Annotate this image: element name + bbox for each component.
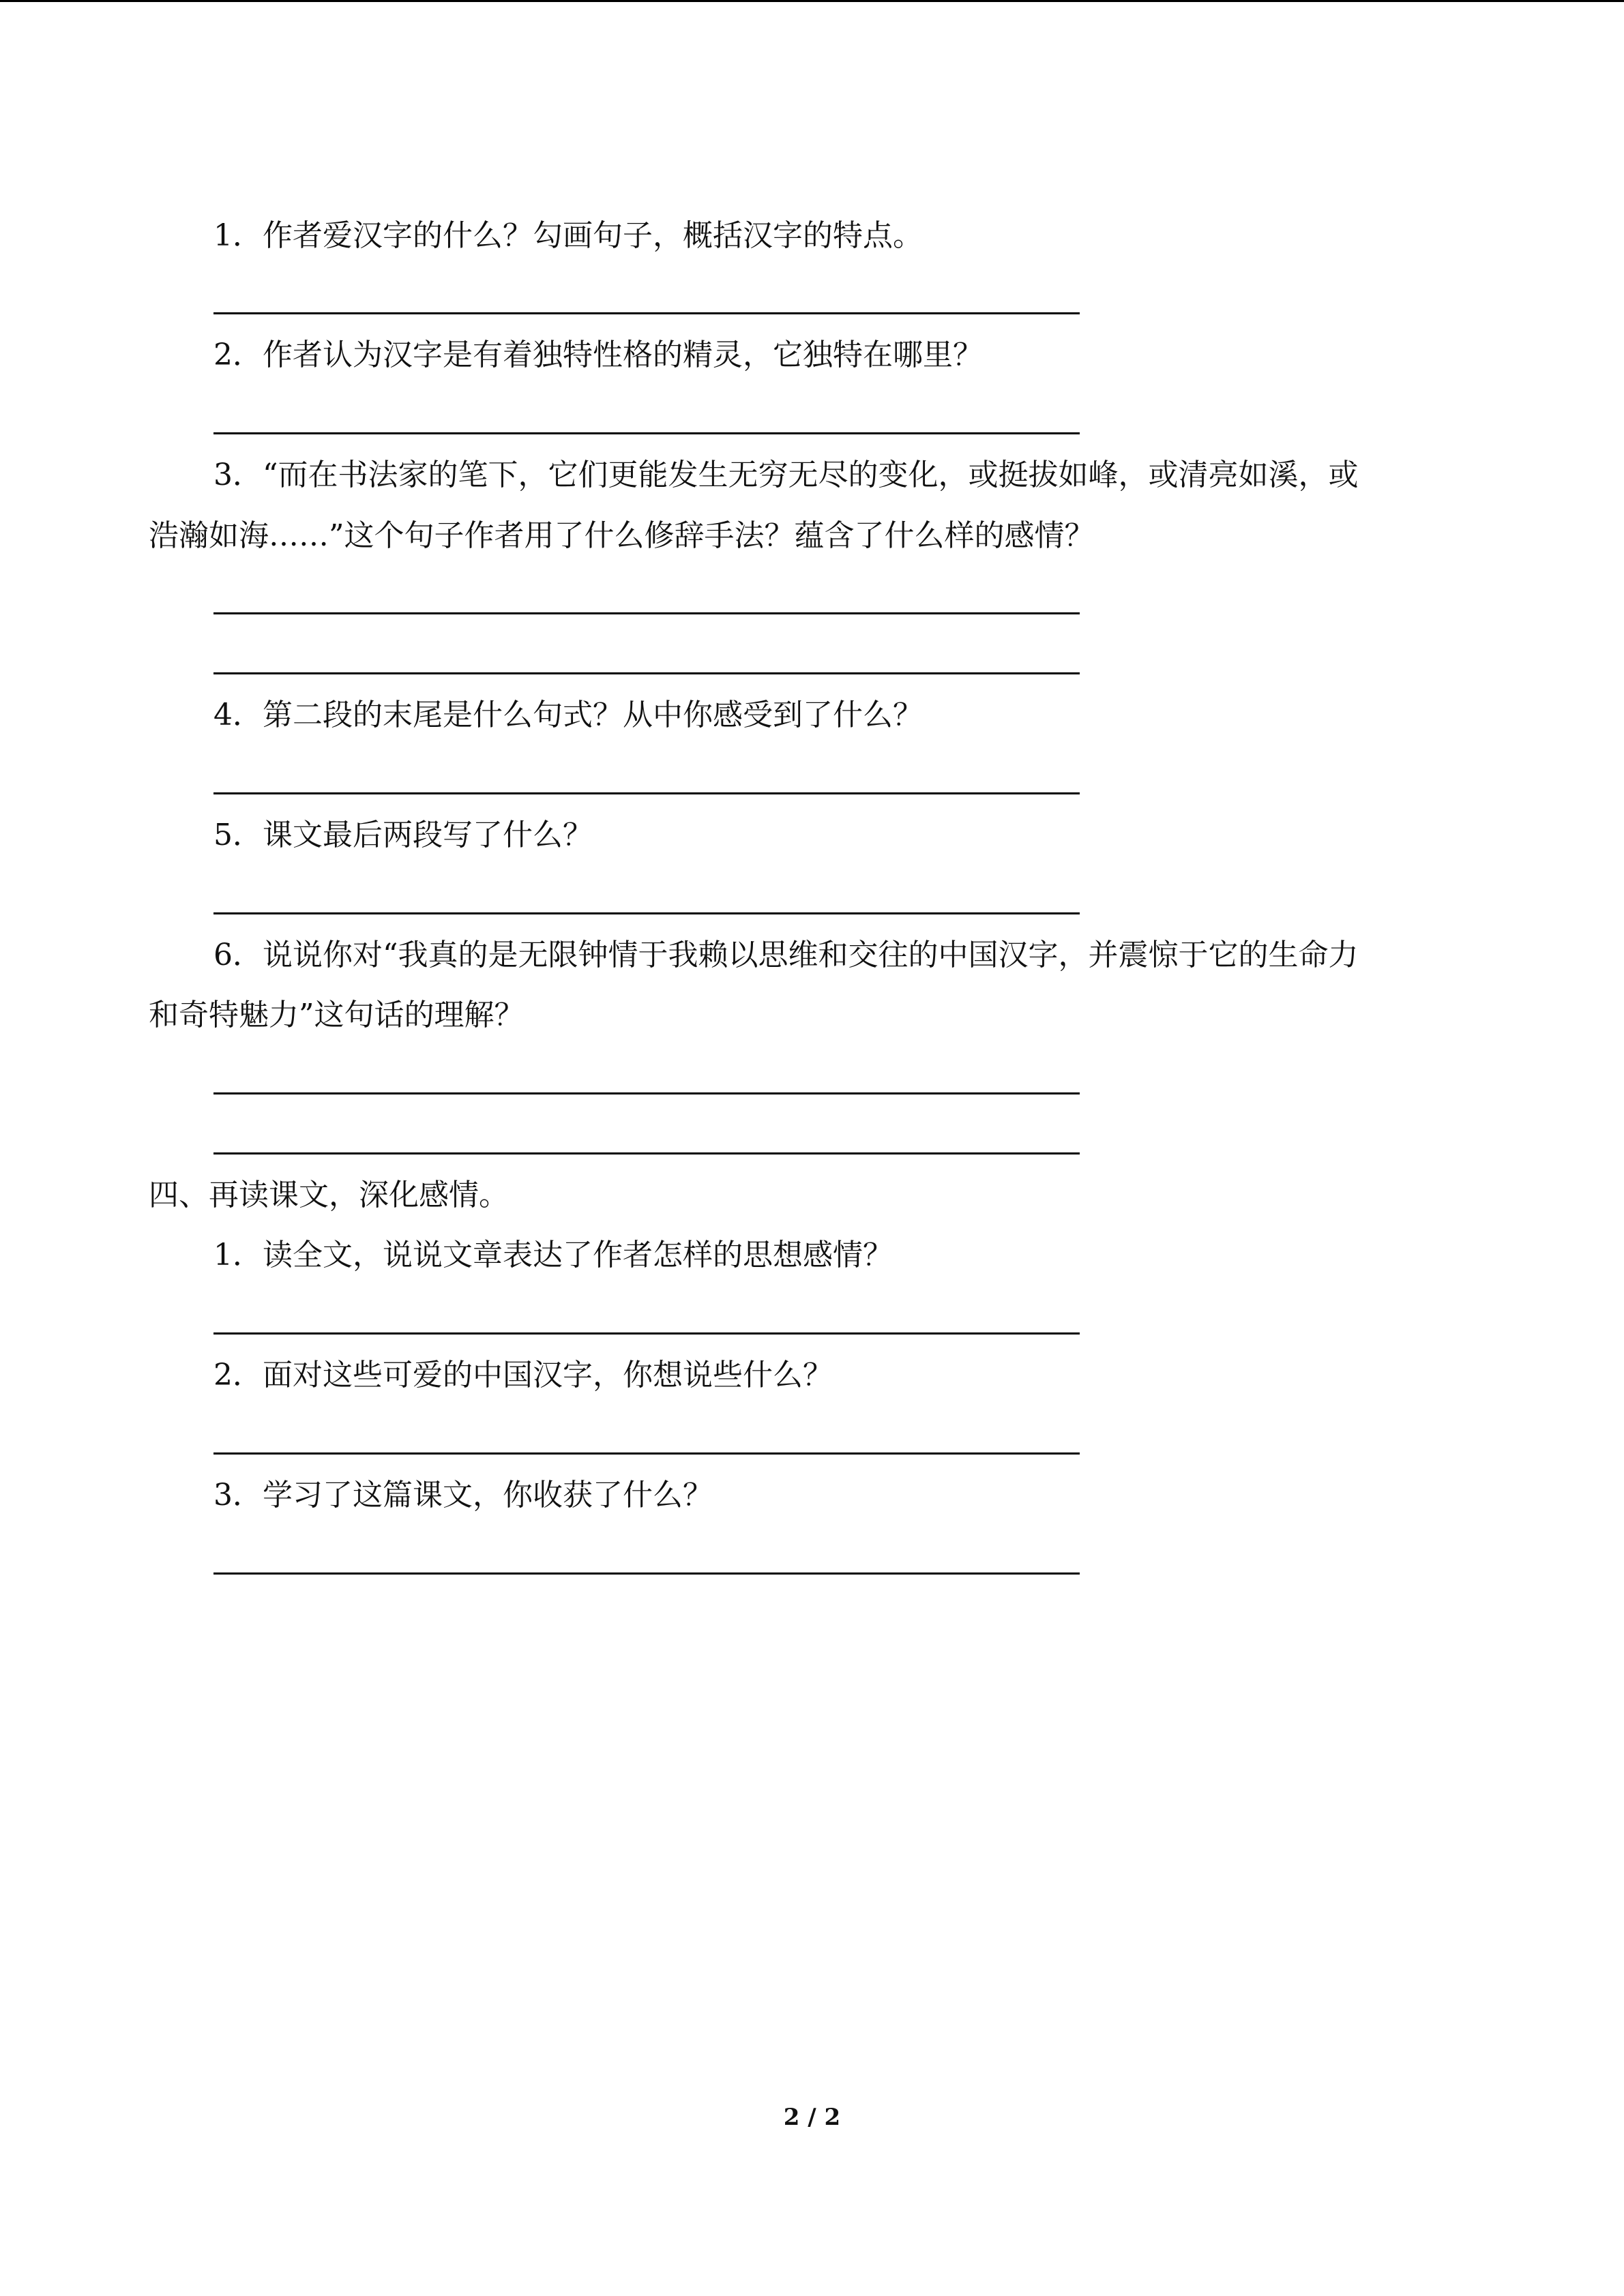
answer-line-3a[interactable] bbox=[213, 612, 1080, 614]
section-4-question-2: 2．面对这些可爱的中国汉字，你想说些什么？ bbox=[213, 1358, 833, 1392]
page-top-border bbox=[0, 0, 1624, 2]
section-4-heading: 四、再读课文，深化感情。 bbox=[149, 1178, 509, 1212]
answer-line-4[interactable] bbox=[213, 792, 1080, 794]
section-4-answer-line-1[interactable] bbox=[213, 1332, 1080, 1335]
question-5: 5．课文最后两段写了什么？ bbox=[213, 818, 593, 852]
section-4-answer-line-2[interactable] bbox=[213, 1452, 1080, 1455]
section-4-answer-line-3[interactable] bbox=[213, 1572, 1080, 1575]
question-2: 2．作者认为汉字是有着独特性格的精灵，它独特在哪里？ bbox=[213, 338, 983, 372]
question-1: 1．作者爱汉字的什么？勾画句子，概括汉字的特点。 bbox=[213, 218, 923, 253]
question-6-line-1: 6．说说你对“我真的是无限钟情于我赖以思维和交往的中国汉字，并震惊于它的生命力 bbox=[213, 938, 1359, 972]
page-number: 2 / 2 bbox=[783, 2104, 841, 2131]
question-6-line-2: 和奇特魅力”这句话的理解？ bbox=[149, 998, 525, 1032]
answer-line-1[interactable] bbox=[213, 312, 1080, 314]
question-3-line-2: 浩瀚如海……”这个句子作者用了什么修辞手法？蕴含了什么样的感情？ bbox=[149, 518, 1095, 553]
question-3-line-1: 3．“而在书法家的笔下，它们更能发生无穷无尽的变化，或挺拔如峰，或清亮如溪，或 bbox=[213, 458, 1359, 492]
question-4: 4．第二段的末尾是什么句式？从中你感受到了什么？ bbox=[213, 698, 923, 732]
answer-line-3b[interactable] bbox=[213, 672, 1080, 674]
answer-line-5[interactable] bbox=[213, 912, 1080, 914]
section-4-question-3: 3．学习了这篇课文，你收获了什么？ bbox=[213, 1478, 713, 1512]
answer-line-2[interactable] bbox=[213, 432, 1080, 434]
section-4-question-1: 1．读全文，说说文章表达了作者怎样的思想感情？ bbox=[213, 1238, 893, 1272]
answer-line-6a[interactable] bbox=[213, 1092, 1080, 1094]
answer-line-6b[interactable] bbox=[213, 1152, 1080, 1154]
